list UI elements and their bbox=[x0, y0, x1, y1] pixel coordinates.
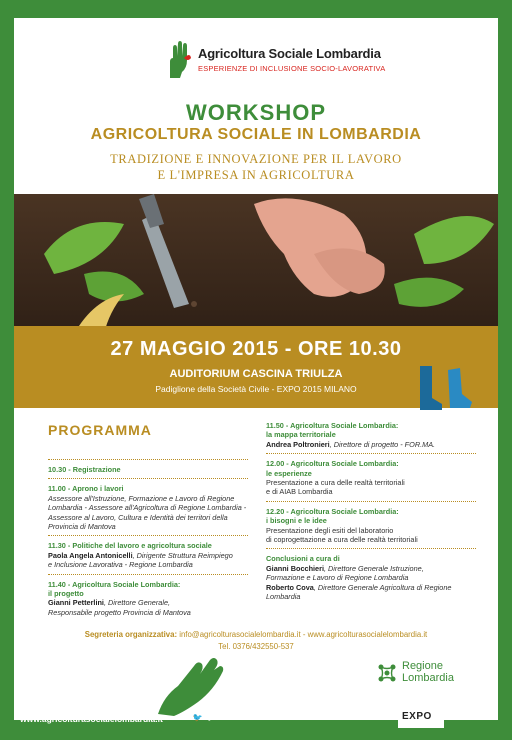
program-item-desc: Presentazione degli esiti del laboratorio bbox=[266, 525, 394, 535]
program-right-column bbox=[266, 421, 476, 602]
telephone: Tel. 0376/432550-537 bbox=[218, 642, 294, 651]
divider bbox=[266, 453, 476, 454]
program-item-desc: Assessore all'Istruzione, Formazione e Lavoro di Regione bbox=[48, 493, 235, 503]
program-item-title: 11.30 - Politiche del lavoro e agricoltura sociale bbox=[48, 541, 212, 551]
garden-photo bbox=[14, 194, 498, 334]
speaker-name: Andrea Poltronieri bbox=[266, 439, 330, 449]
program-item-title: i bisogni e le idee bbox=[266, 516, 327, 526]
secretariat-label: Segreteria organizzativa: bbox=[84, 630, 178, 639]
speaker-name: Gianni Bocchieri bbox=[266, 563, 324, 573]
program-item-speaker bbox=[266, 440, 476, 449]
speaker-role: , Direttore Generale Agricoltura di Regione bbox=[313, 582, 452, 592]
social-icons[interactable]: f 🐦 ▶ bbox=[184, 713, 217, 722]
program-item-desc: Presentazione a cura delle realtà territoriali bbox=[266, 478, 405, 488]
speaker-role: e Inclusione Lavorativa - Regione Lombardia bbox=[48, 560, 193, 570]
divider bbox=[266, 501, 476, 502]
regione-name bbox=[402, 660, 454, 684]
secretariat-contacts[interactable]: info@agricolturasocialelombardia.it - www.agricolturasocialelombardia.it bbox=[179, 630, 428, 639]
hand-outline-icon bbox=[154, 646, 226, 716]
program-item-title: Conclusioni a cura di bbox=[266, 554, 340, 564]
footer-url[interactable]: www.agricolturasocialelombardia.it bbox=[20, 714, 163, 724]
program-left-column bbox=[48, 455, 248, 617]
program-item-title: 10.30 - Registrazione bbox=[48, 465, 121, 474]
regione-lombardia-logo bbox=[376, 658, 466, 694]
program-item-title: la mappa territoriale bbox=[266, 430, 336, 440]
secretariat-line bbox=[14, 630, 498, 639]
expo-wordmark: EXPO bbox=[402, 711, 432, 722]
logo-subtitle: ESPERIENZE DI INCLUSIONE SOCIO-LAVORATIVA bbox=[198, 64, 386, 73]
rosa-camuna-icon bbox=[376, 662, 398, 684]
event-venue: AUDITORIUM CASCINA TRIULZA bbox=[169, 368, 343, 380]
speaker-role: Lombardia bbox=[266, 592, 301, 602]
program-item-desc: di coprogettazione a cura delle realtà territoriali bbox=[266, 535, 418, 545]
program-item-speaker bbox=[48, 598, 248, 607]
speaker-role: , Direttore Generale, bbox=[103, 598, 171, 608]
speaker-name: Roberto Cova bbox=[266, 582, 314, 592]
divider bbox=[48, 478, 248, 479]
asl-logo bbox=[166, 40, 386, 84]
program-item-title: le esperienze bbox=[266, 468, 312, 478]
regione-line-2: Lombardia bbox=[402, 672, 454, 684]
rain-boots-icon bbox=[414, 364, 474, 414]
divider bbox=[48, 574, 248, 575]
speaker-name: Gianni Petterlini bbox=[48, 598, 104, 608]
event-date-time: 27 MAGGIO 2015 - ORE 10.30 bbox=[110, 338, 402, 360]
speaker-name: Paola Angela Antonicelli bbox=[48, 550, 133, 560]
program-item-desc: e di AIAB Lombardia bbox=[266, 487, 333, 497]
expo-logo bbox=[398, 708, 444, 728]
program-item-speaker bbox=[266, 564, 476, 573]
program-item-desc: Lombardia - Assessore all'Agricoltura di Regione Lombardia - bbox=[48, 503, 247, 513]
program-heading: PROGRAMMA bbox=[48, 422, 152, 438]
workshop-title: AGRICOLTURA SOCIALE IN LOMBARDIA bbox=[90, 126, 422, 143]
program-item-desc: Provincia di Mantova bbox=[48, 522, 116, 532]
divider bbox=[48, 459, 248, 460]
workshop-tagline-1: TRADIZIONE E INNOVAZIONE PER IL LAVORO bbox=[110, 152, 402, 166]
program-item-speaker bbox=[48, 551, 248, 560]
speaker-role: , Dirigente Struttura Reimpiego bbox=[132, 550, 233, 560]
divider bbox=[48, 535, 248, 536]
program-item-title: 12.00 - Agricoltura Sociale Lombardia: bbox=[266, 459, 399, 469]
poster bbox=[14, 18, 498, 720]
speaker-role: Formazione e Lavoro di Regione Lombardia bbox=[266, 573, 409, 583]
hand-leaf-icon bbox=[166, 40, 192, 80]
program-item-desc: Assessore al Lavoro, Cultura e Identità dei territori della bbox=[48, 512, 228, 522]
program-item-title: 11.50 - Agricoltura Sociale Lombardia: bbox=[266, 421, 399, 430]
footer-bar bbox=[0, 708, 512, 740]
workshop-tagline-2: E L'IMPRESA IN AGRICOLTURA bbox=[157, 168, 355, 182]
program-item-speaker bbox=[266, 583, 476, 592]
program-item-title: 11.00 - Aprono i lavori bbox=[48, 484, 124, 494]
regione-line-1: Regione bbox=[402, 660, 443, 672]
speaker-role: , Direttore Generale Istruzione, bbox=[323, 563, 424, 573]
program-item-title: 11.40 - Agricoltura Sociale Lombardia: bbox=[48, 579, 181, 589]
speaker-role: Responsabile progetto Provincia di Mantova bbox=[48, 607, 191, 617]
event-pavilion: Padiglione della Società Civile - EXPO 2015 MILANO bbox=[155, 384, 357, 394]
program-item-title: il progetto bbox=[48, 589, 84, 599]
logo-title: Agricoltura Sociale Lombardia bbox=[198, 46, 381, 61]
speaker-role: , Direttore di progetto - FOR.MA. bbox=[329, 439, 436, 449]
program-item-title: 12.20 - Agricoltura Sociale Lombardia: bbox=[266, 506, 399, 516]
divider bbox=[266, 548, 476, 549]
workshop-heading: WORKSHOP bbox=[186, 100, 326, 125]
